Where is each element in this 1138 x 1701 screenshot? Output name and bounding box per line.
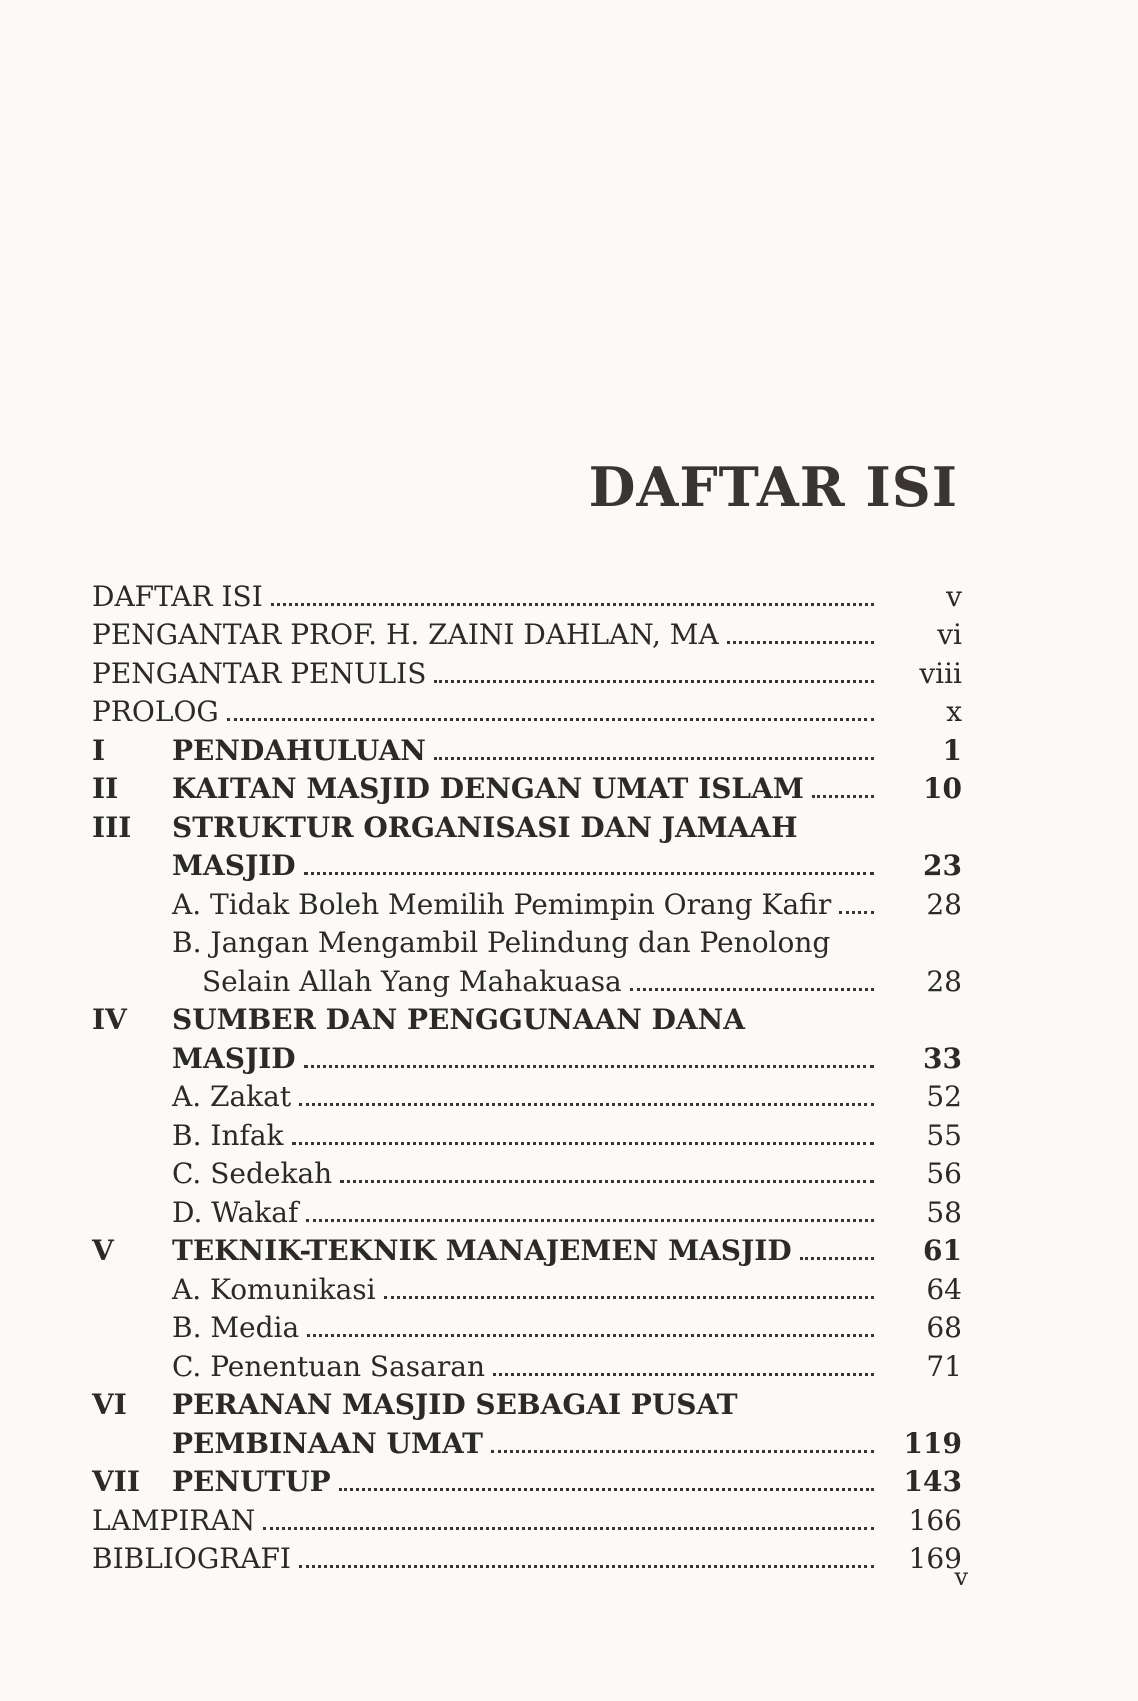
leader-dots — [263, 1527, 874, 1530]
toc-entry-continuation — [92, 960, 962, 999]
toc-entry-number: IV — [92, 1003, 127, 1036]
toc-entry[interactable] — [92, 1538, 962, 1577]
toc-entry-page: 52 — [926, 1080, 962, 1113]
toc-entry[interactable] — [92, 768, 962, 807]
toc-entry[interactable] — [92, 691, 962, 730]
leader-dots — [292, 1142, 875, 1145]
toc-entry-title: PERANAN MASJID SEBAGAI PUSAT — [172, 1388, 738, 1421]
toc-entry-page: 28 — [926, 887, 962, 921]
toc-entry[interactable] — [92, 806, 962, 845]
toc-entry-page: 33 — [923, 1041, 962, 1075]
toc-entry-page: 143 — [903, 1465, 962, 1498]
toc-entry-title: KAITAN MASJID DENGAN UMAT ISLAM — [172, 772, 804, 805]
toc-entry-title-continued: Selain Allah Yang Mahakuasa — [202, 964, 622, 998]
leader-dots — [491, 1450, 874, 1453]
toc-entry-title: D. Wakaf — [172, 1195, 299, 1229]
toc-entry-title: DAFTAR ISI — [92, 579, 263, 613]
leader-dots — [727, 641, 874, 644]
toc-entry[interactable] — [92, 922, 962, 961]
toc-entry-number: I — [92, 733, 106, 767]
toc-entry-page: 71 — [926, 1349, 962, 1383]
leader-dots — [227, 718, 874, 721]
leader-dots — [299, 1565, 874, 1568]
toc-entry[interactable] — [92, 1076, 962, 1115]
toc-entry-title: B. Infak — [172, 1118, 284, 1152]
toc-entry-page: 23 — [923, 849, 962, 882]
page-number: v — [954, 1563, 968, 1591]
toc-entry-title: B. Media — [172, 1311, 300, 1344]
leader-dots — [304, 872, 874, 875]
toc-entry-title: C. Sedekah — [172, 1157, 333, 1190]
toc-entry-page: 10 — [923, 772, 962, 805]
toc-entry-number: V — [92, 1234, 114, 1267]
leader-dots — [304, 1065, 874, 1068]
toc-entry-title: STRUKTUR ORGANISASI DAN JAMAAH — [172, 810, 798, 844]
leader-dots — [434, 680, 874, 683]
toc-entry-page: v — [946, 579, 962, 613]
toc-entry[interactable] — [92, 1461, 962, 1500]
leader-dots — [307, 1334, 874, 1337]
leader-dots — [271, 603, 874, 606]
toc-entry-page: 58 — [926, 1195, 962, 1229]
toc-entry-number: VI — [92, 1388, 127, 1421]
toc-entry[interactable] — [92, 1345, 962, 1384]
toc-entry-title-continued: PEMBINAAN UMAT — [172, 1426, 483, 1460]
toc-entry-page: 64 — [926, 1272, 962, 1306]
toc-entry-title-continued: MASJID — [172, 849, 296, 882]
toc-entry-number: III — [92, 810, 132, 844]
page-title: DAFTAR ISI — [588, 455, 958, 519]
toc-entry-page: 56 — [926, 1157, 962, 1190]
leader-dots — [384, 1296, 874, 1299]
toc-entry-title: SUMBER DAN PENGGUNAAN DANA — [172, 1003, 745, 1036]
toc-entry-page: 1 — [942, 733, 962, 767]
toc-entry[interactable] — [92, 1499, 962, 1538]
toc-entry-title: BIBLIOGRAFI — [92, 1542, 291, 1575]
toc-entry[interactable] — [92, 1307, 962, 1346]
toc-entry-title: PENDAHULUAN — [172, 733, 426, 767]
toc-entry-title: LAMPIRAN — [92, 1503, 256, 1537]
leader-dots — [800, 1257, 874, 1260]
toc-entry-page: 169 — [908, 1542, 962, 1575]
toc-entry-continuation — [92, 845, 962, 884]
toc-entry-title: A. Zakat — [172, 1080, 292, 1113]
toc-entry-page: 119 — [903, 1426, 962, 1460]
toc-entry-page: 166 — [908, 1503, 962, 1537]
leader-dots — [340, 1180, 874, 1183]
toc-entry-continuation — [92, 1422, 962, 1461]
leader-dots — [839, 911, 874, 914]
toc-entry-title: A. Komunikasi — [172, 1272, 376, 1306]
toc-entry[interactable] — [92, 999, 962, 1038]
toc-entry[interactable] — [92, 1230, 962, 1269]
leader-dots — [493, 1373, 874, 1376]
toc-entry-title: C. Penentuan Sasaran — [172, 1349, 485, 1383]
table-of-contents — [92, 575, 962, 1576]
toc-entry[interactable] — [92, 1384, 962, 1423]
toc-entry-page: vi — [937, 618, 962, 651]
toc-entry[interactable] — [92, 652, 962, 691]
toc-entry-page: 28 — [926, 964, 962, 998]
leader-dots — [306, 1219, 874, 1222]
toc-entry-title: PENGANTAR PROF. H. ZAINI DAHLAN, MA — [92, 618, 719, 651]
leader-dots — [812, 795, 874, 798]
toc-entry[interactable] — [92, 1114, 962, 1153]
toc-entry-number: II — [92, 772, 119, 805]
toc-entry-title: A. Tidak Boleh Memilih Pemimpin Orang Kafir — [172, 887, 832, 921]
toc-entry-title: PENGANTAR PENULIS — [92, 656, 427, 690]
leader-dots — [299, 1103, 874, 1106]
toc-entry-page: viii — [919, 656, 962, 690]
toc-entry[interactable] — [92, 575, 962, 614]
toc-entry-page: 55 — [926, 1118, 962, 1152]
toc-entry-page: 61 — [923, 1234, 962, 1267]
toc-entry[interactable] — [92, 1191, 962, 1230]
toc-entry[interactable] — [92, 883, 962, 922]
leader-dots — [434, 757, 874, 760]
toc-entry[interactable] — [92, 614, 962, 653]
toc-entry[interactable] — [92, 1268, 962, 1307]
toc-entry-title: TEKNIK-TEKNIK MANAJEMEN MASJID — [172, 1234, 792, 1267]
toc-entry-title-continued: MASJID — [172, 1041, 296, 1075]
toc-entry-page: x — [946, 695, 962, 728]
toc-entry-title: PROLOG — [92, 695, 219, 728]
leader-dots — [339, 1488, 874, 1491]
leader-dots — [630, 988, 874, 991]
toc-entry-title: PENUTUP — [172, 1465, 331, 1498]
toc-entry[interactable] — [92, 729, 962, 768]
toc-entry-page: 68 — [926, 1311, 962, 1344]
toc-entry-title: B. Jangan Mengambil Pelindung dan Penolong — [172, 926, 831, 959]
toc-entry[interactable] — [92, 1153, 962, 1192]
toc-entry-continuation — [92, 1037, 962, 1076]
toc-entry-number: VII — [92, 1465, 140, 1498]
